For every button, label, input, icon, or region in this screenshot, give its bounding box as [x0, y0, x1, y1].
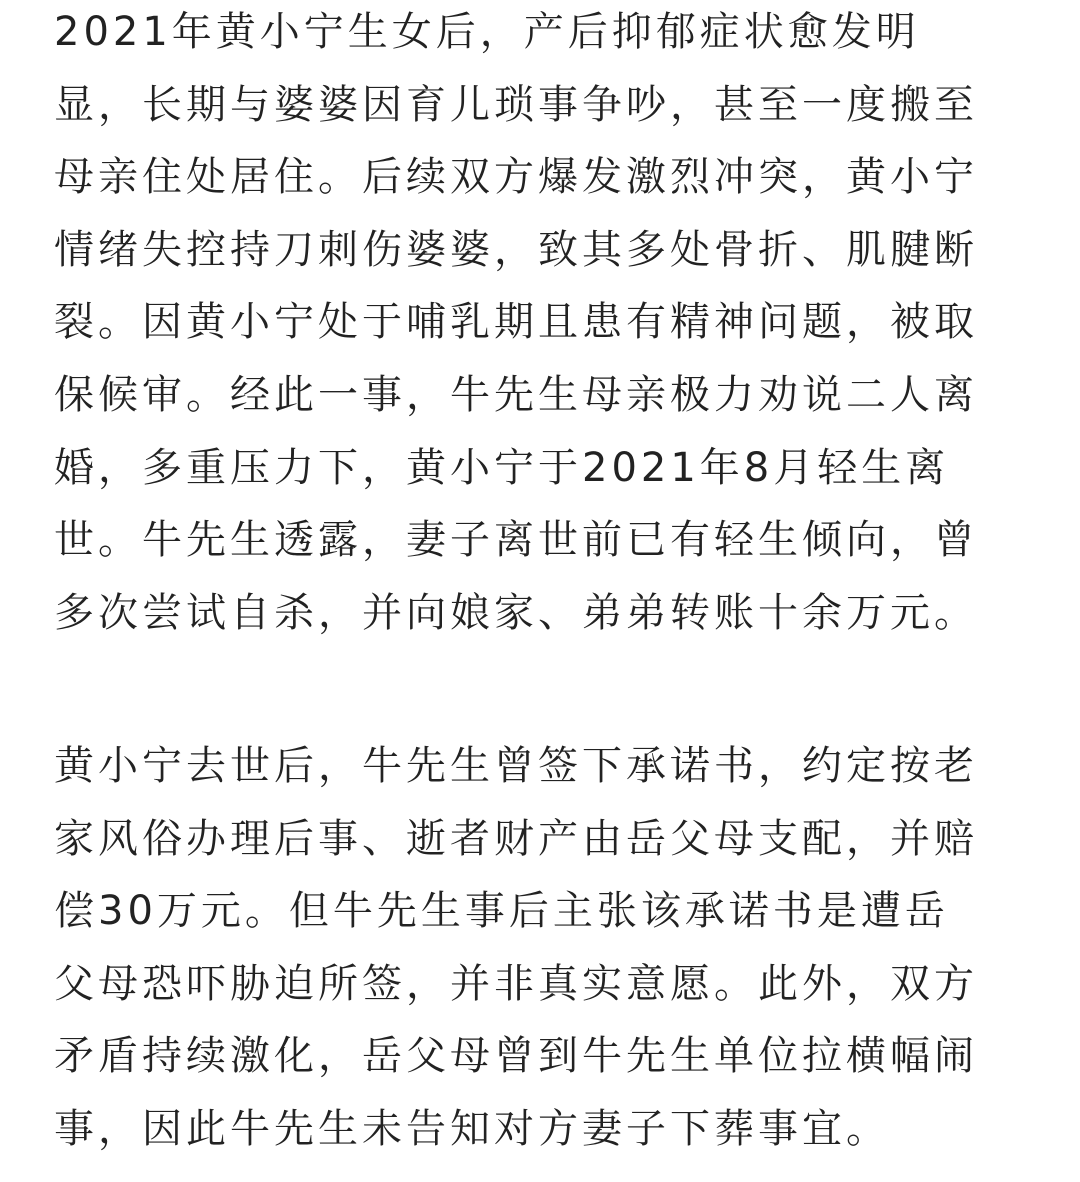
text-line: 裂。因黄小宁处于哺乳期且患有精神问题，被取: [54, 299, 978, 346]
text-line: 母亲住处居住。后续双方爆发激烈冲突，黄小宁: [54, 154, 978, 201]
text-line: 世。牛先生透露，妻子离世前已有轻生倾向，曾: [54, 517, 978, 564]
text-line: 矛盾持续激化，岳父母曾到牛先生单位拉横幅闹: [54, 1033, 978, 1080]
text-line: 情绪失控持刀刺伤婆婆，致其多处骨折、肌腱断: [54, 226, 978, 273]
text-line: 家风俗办理后事、逝者财产由岳父母支配，并赔: [54, 815, 978, 862]
text-line: 保候审。经此一事，牛先生母亲极力劝说二人离: [54, 371, 978, 418]
article-paragraph-1: [54, 0, 1034, 649]
article-paragraph-2: [54, 730, 1034, 1166]
text-line: 显，长期与婆婆因育儿琐事争吵，甚至一度搬至: [54, 81, 978, 128]
text-line: 2021年黄小宁生女后，产后抑郁症状愈发明: [54, 9, 920, 55]
text-line: 偿30万元。但牛先生事后主张该承诺书是遭岳: [54, 888, 949, 935]
text-line: 黄小宁去世后，牛先生曾签下承诺书，约定按老: [54, 743, 978, 789]
text-line: 多次尝试自杀，并向娘家、弟弟转账十余万元。: [54, 589, 978, 636]
text-line: 事，因此牛先生未告知对方妻子下葬事宜。: [54, 1105, 890, 1152]
text-line: 父母恐吓胁迫所签，并非真实意愿。此外，双方: [54, 960, 978, 1007]
text-line: 婚，多重压力下，黄小宁于2021年8月轻生离: [54, 444, 950, 491]
